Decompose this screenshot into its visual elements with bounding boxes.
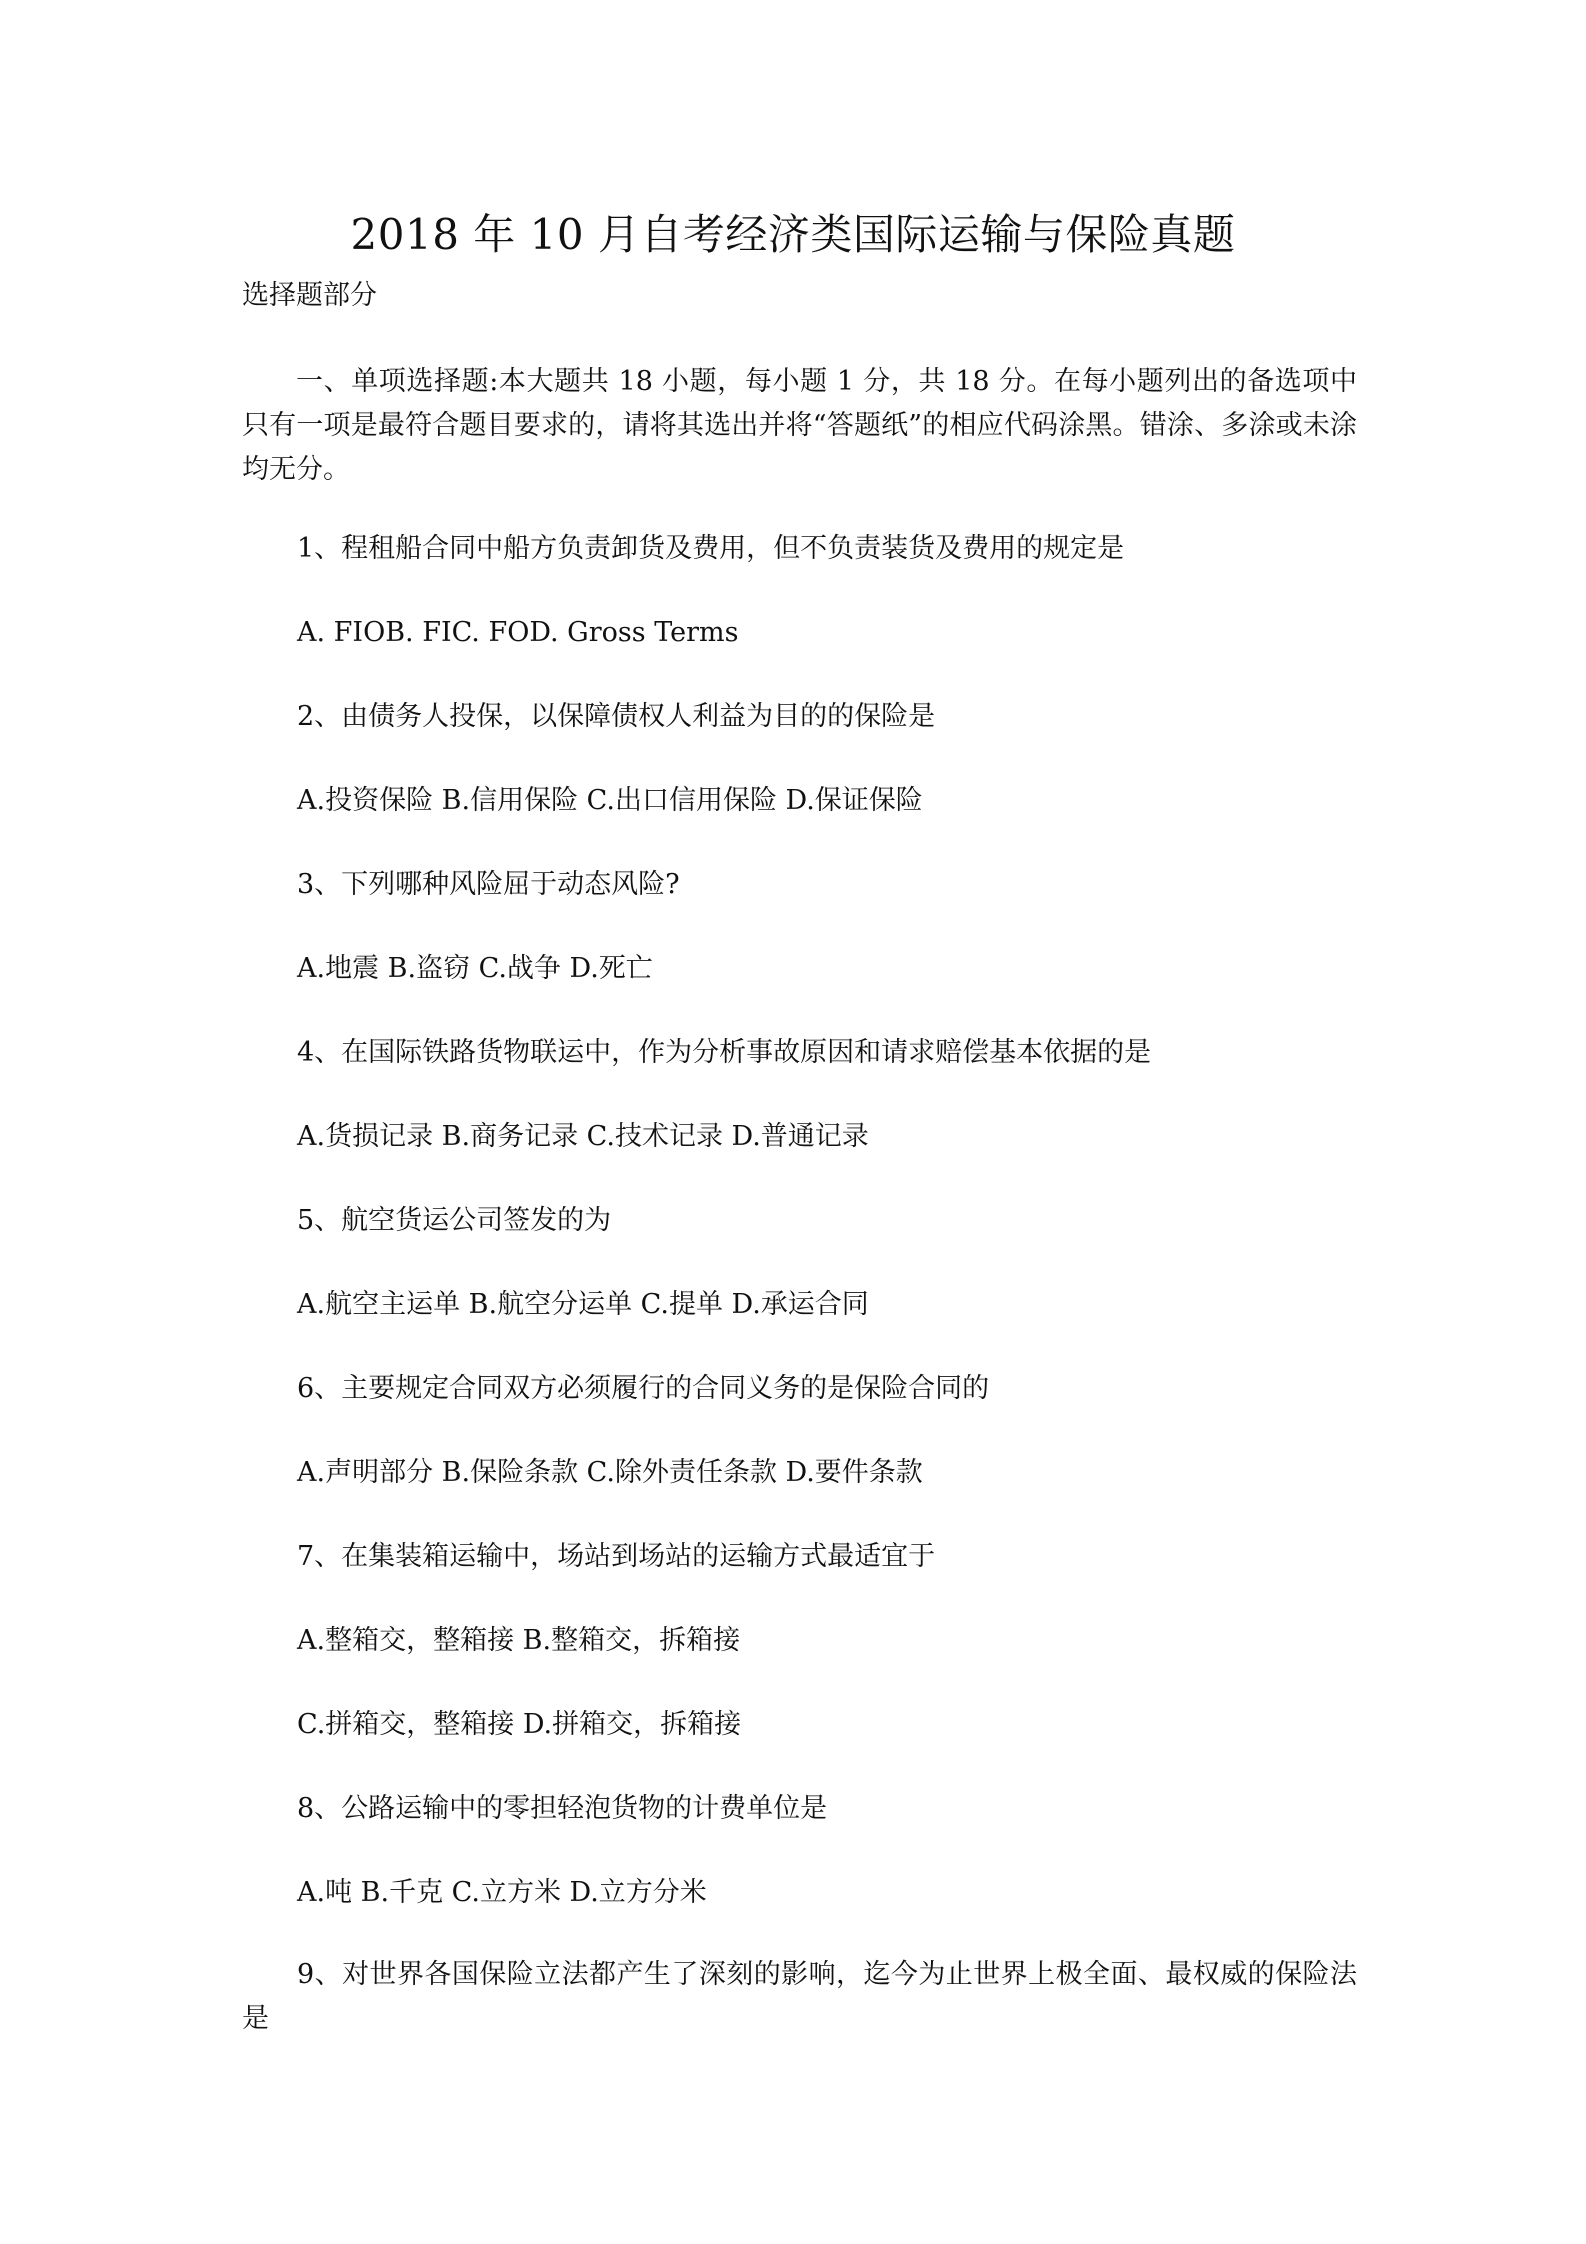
answer-options-7a: A.整箱交，整箱接 B.整箱交，拆箱接	[297, 1625, 741, 1656]
answer-options-8: A.吨 B.千克 C.立方米 D.立方分米	[297, 1877, 707, 1908]
section-label: 选择题部分	[242, 280, 377, 311]
answer-options-2: A.投资保险 B.信用保险 C.出口信用保险 D.保证保险	[297, 785, 923, 816]
question-4: 4、在国际铁路货物联运中，作为分析事故原因和请求赔偿基本依据的是	[297, 1037, 1152, 1068]
answer-options-6: A.声明部分 B.保险条款 C.除外责任条款 D.要件条款	[297, 1457, 923, 1488]
question-2: 2、由债务人投保，以保障债权人利益为目的的保险是	[297, 701, 936, 732]
document-title: 2018 年 10 月自考经济类国际运输与保险真题	[350, 210, 1236, 259]
question-8: 8、公路运输中的零担轻泡货物的计费单位是	[297, 1793, 828, 1824]
answer-options-1: A. FIOB. FIC. FOD. Gross Terms	[297, 617, 739, 648]
question-6: 6、主要规定合同双方必须履行的合同义务的是保险合同的	[297, 1373, 990, 1404]
instructions-paragraph: 一、单项选择题:本大题共 18 小题，每小题 1 分，共 18 分。在每小题列出的备选项中只有一项是最符合题目要求的，请将其选出并将“答题纸”的相应代码涂黑。错涂、多涂或未涂均无分。	[242, 366, 1357, 485]
question-9: 9、对世界各国保险立法都产生了深刻的影响，迄今为止世界上极全面、最权威的保险法是	[242, 1959, 1357, 2034]
question-7: 7、在集装箱运输中，场站到场站的运输方式最适宜于	[297, 1541, 936, 1572]
answer-options-4: A.货损记录 B.商务记录 C.技术记录 D.普通记录	[297, 1121, 869, 1152]
answer-options-7b: C.拼箱交，整箱接 D.拼箱交，拆箱接	[297, 1709, 742, 1740]
question-3: 3、下列哪种风险屈于动态风险?	[297, 869, 680, 900]
answer-options-5: A.航空主运单 B.航空分运单 C.提单 D.承运合同	[297, 1289, 869, 1320]
answer-options-3: A.地震 B.盗窃 C.战争 D.死亡	[297, 953, 653, 984]
question-5: 5、航空货运公司签发的为	[297, 1205, 612, 1236]
question-1: 1、程租船合同中船方负责卸货及费用，但不负责装货及费用的规定是	[297, 533, 1125, 564]
